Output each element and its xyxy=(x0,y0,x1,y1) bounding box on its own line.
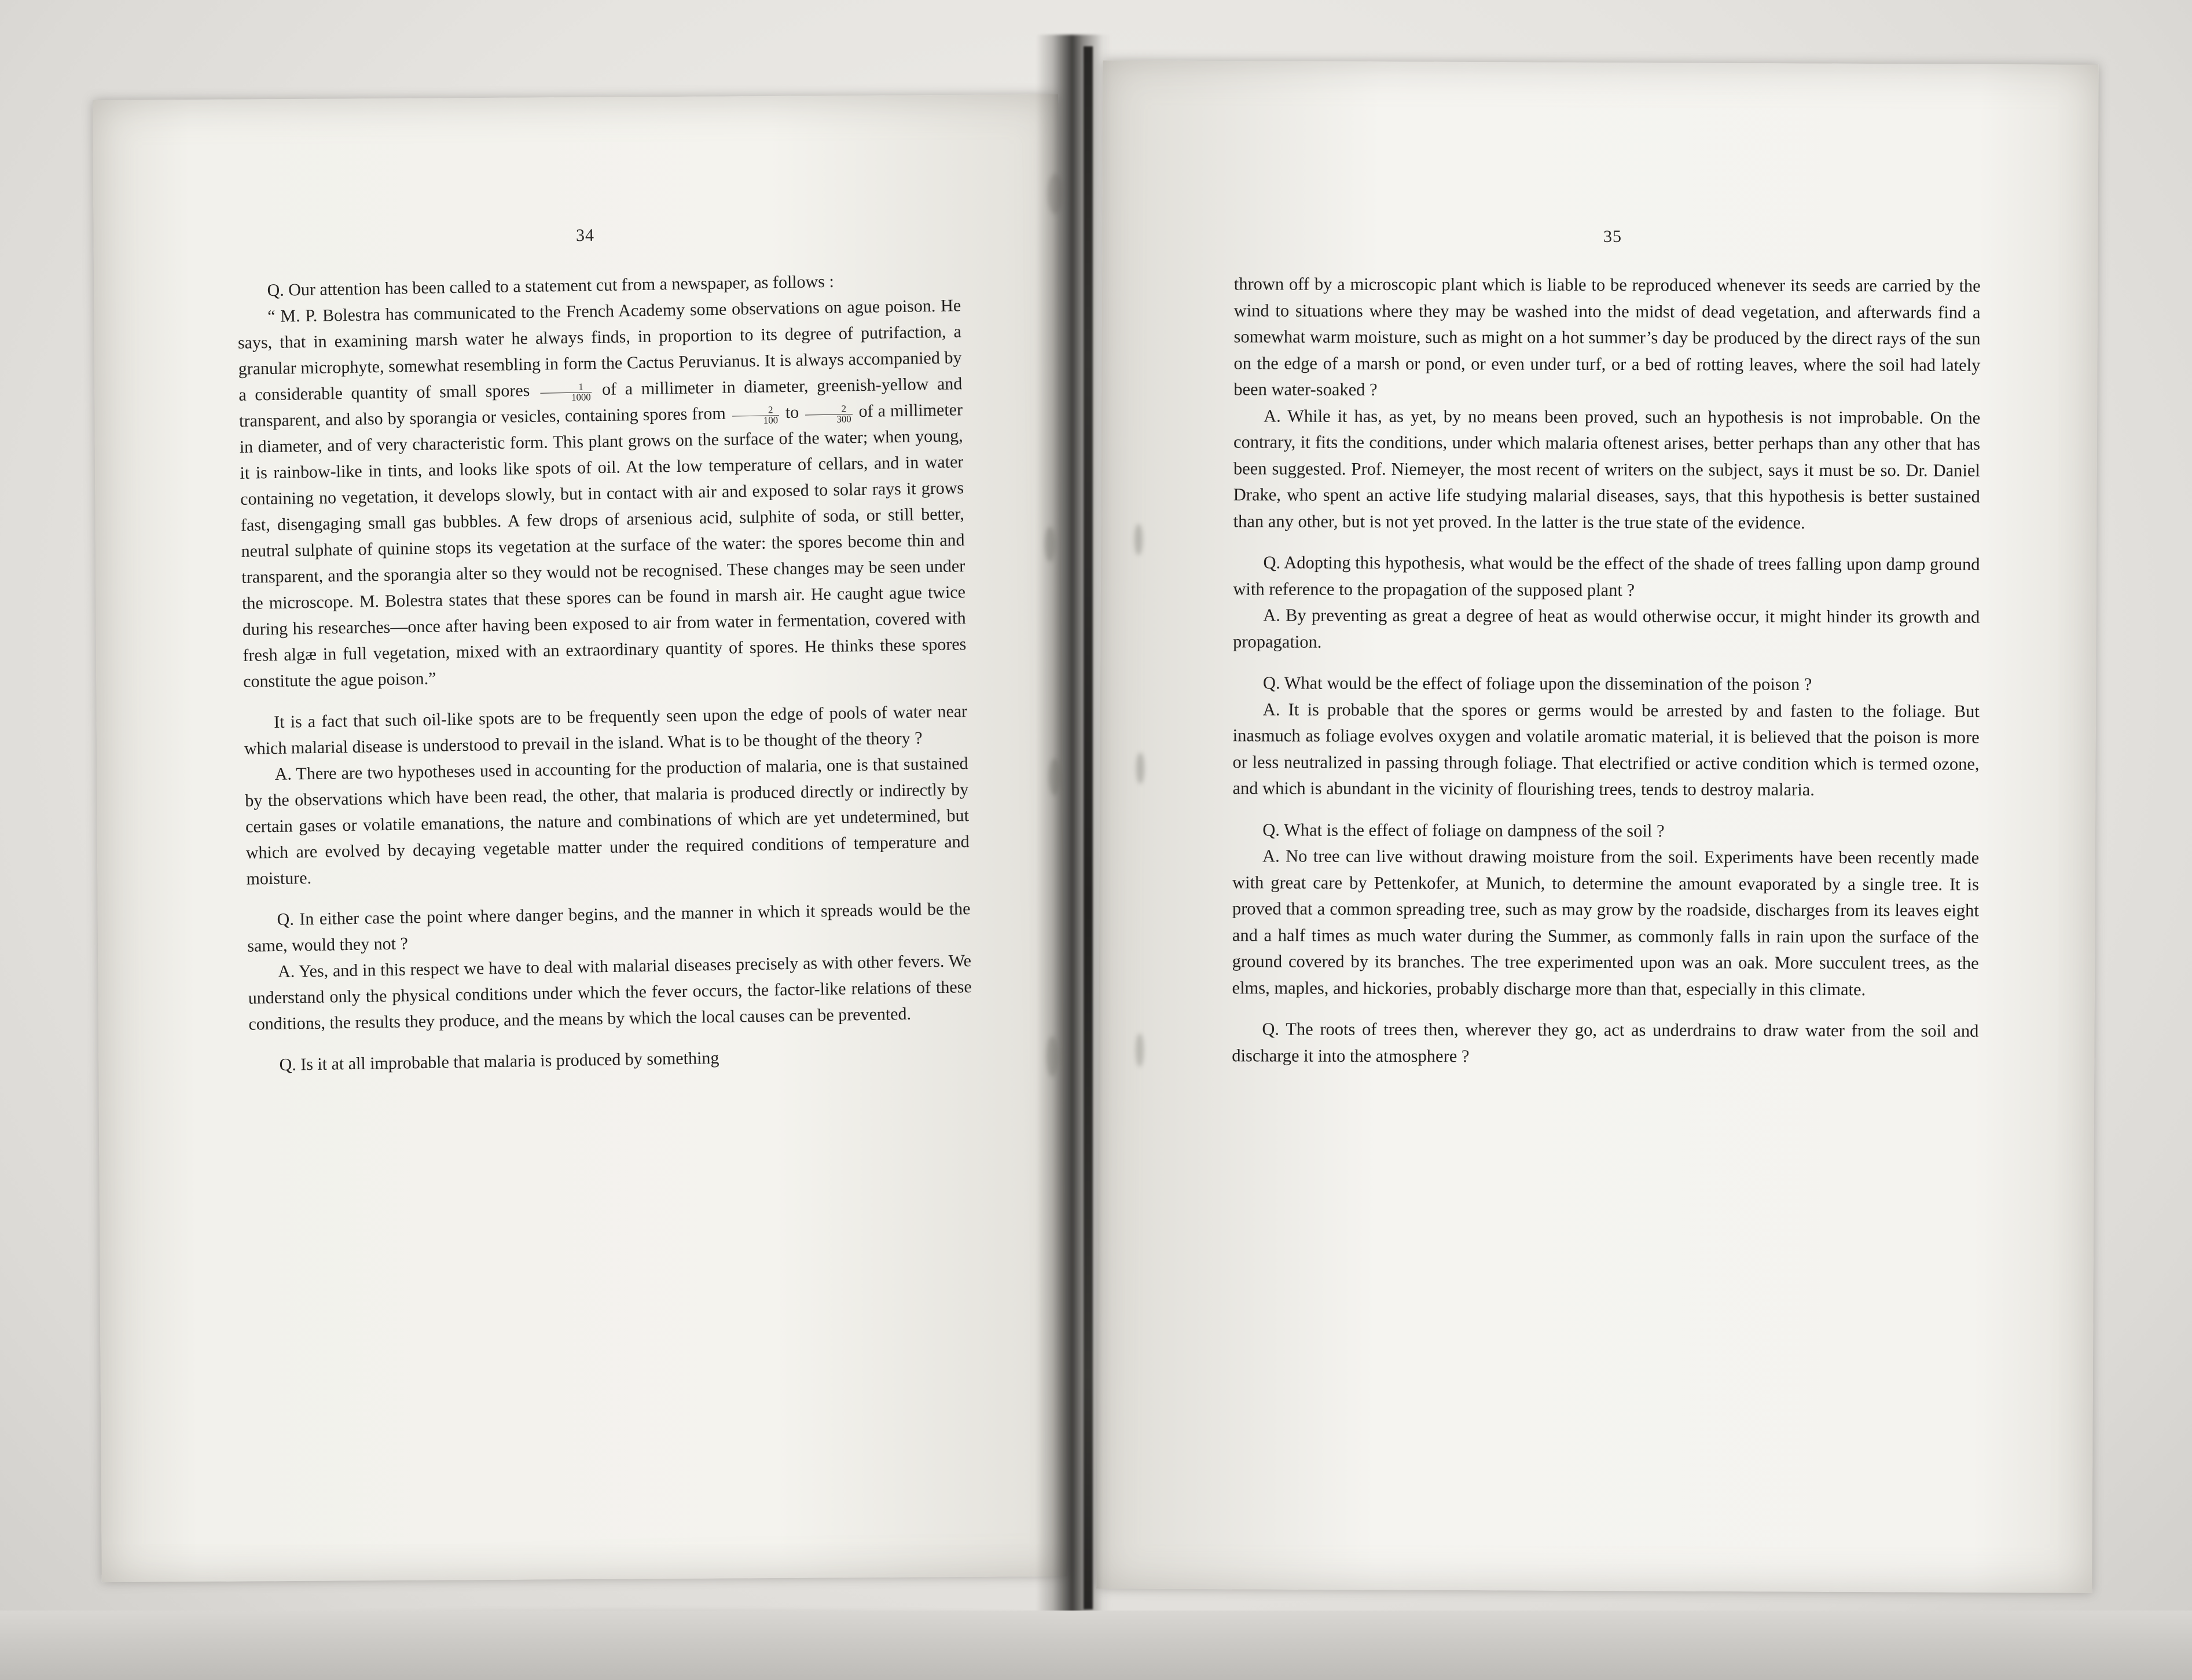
fraction: $\frac{1}{1000}$ xyxy=(540,383,592,404)
paragraph: A. There are two hypotheses used in accounting for the production of malaria, one is that sustained by the observations which have been read, the other, that malaria is produced directly or indirectly by certain gases or volatile emanations, the nature and combinations of which are yet undetermined, but which are evolved by decaying vegetable matter under the required conditions of temperature and moisture. xyxy=(245,754,970,889)
right-page-text-column xyxy=(1232,271,1981,1070)
page-number-right: 35 xyxy=(1603,227,1622,246)
paragraph: Q. Is it at all improbable that malaria is produced by something xyxy=(279,1048,719,1074)
paragraph: Q. The roots of trees then, wherever they go, act as underdrains to draw water from the soil and discharge it into the atmosphere ? xyxy=(1232,1019,1979,1066)
paragraph: Q. Adopting this hypothesis, what would be the effect of the shade of trees falling upon damp ground with reference to the propagation of the supposed plant ? xyxy=(1233,552,1980,600)
paragraph: A. No tree can live without drawing moisture from the soil. Experiments have been recently made with great care by Pettenkofer, at Munich, to determine the amount evaporated by a single tree. It is proved that a common spreading tree, such as may grow by the roadside, discharges from its leaves eight and a half times as much water during the Summer, as commonly falls in rain upon the surface of the ground covered by its branches. The tree experimented upon was an oak. More succulent trees, as the elms, maples, and hickories, probably discharge more than that, especially in this climate. xyxy=(1232,846,1980,999)
paragraph: It is a fact that such oil-like spots are to be frequently seen upon the edge of pools of water near which malarial disease is understood to prevail in the island. What is to be thought of the theory ? xyxy=(244,702,968,758)
paragraph: “ M. P. Bolestra has communicated to the French Academy some observations on ague poison. He says, that in examining marsh water he always finds, in proportion to its degree of putrifaction, a granular microphyte, somewhat resembling in form the Cactus Peruvianus. It is always accompanied by a considerable quantity of small spores $\frac{1}{1000}$ of a millimeter in diameter, greenish-yellow and transparent, and also by sporangia or vesicles, containing spores from $\frac{2}{100}$ to $\frac{2}{300}$ of a millimeter in diameter, and of very characteristic form. This plant grows on the surface of the water; when young, it is rainbow-like in tints, and looks like spots of oil. At the low temperature of cellars, and in water containing no vegetation, it develops slowly, but in contact with air and exposed to solar rays it grows fast, disengaging small gas bubbles. A few drops of arsenious acid, sulphite of soda, or still better, neutral sulphate of quinine stops its vegetation at the surface of the water: the spores become thin and transparent, and the sporangia alter so they would not be recognised. These changes may be seen under the microscope. M. Bolestra states that these spores can be found in marsh air. He caught ague twice during his researches—once after having been exposed to air from water in fermentation, covered with fresh algæ in full vegetation, mixed with an extraordinary quantity of spores. He thinks these spores constitute the ague poison.” xyxy=(237,296,967,691)
paragraph: A. While it has, as yet, by no means been proved, such an hypothesis is not improbable. On the contrary, it fits the conditions, under which malaria oftenest arises, better perhaps than any other that has been suggested. Prof. Niemeyer, the most recent of writers on the subject, says it must be so. Dr. Daniel Drake, who spent an active life studying malarial diseases, says, that this hypothesis is better sustained than any other, but is not yet proved. In the latter is the true state of the evidence. xyxy=(1233,405,1981,533)
paragraph: Q. What is the effect of foliage on dampness of the soil ? xyxy=(1262,819,1665,841)
left-page-text-column xyxy=(237,266,973,1079)
paragraph: A. It is probable that the spores or germs would be arrested by and fasten to the foliage. But inasmuch as foliage evolves oxygen and volatile aromatic material, it is believed that the poison is more or less neutralized in passing through foliage. That electrified or active condition which is termed ozone, and which is abundant in the vicinity of flourishing trees, tends to destroy malaria. xyxy=(1232,699,1980,799)
paragraph: Q. Our attention has been called to a statement cut from a newspaper, as follows : xyxy=(267,272,835,300)
paragraph: A. Yes, and in this respect we have to deal with malarial diseases precisely as with other fevers. We understand only the physical conditions under which the fever occurs, the factor-like relations of these conditions, the results they produce, and the means by which the local causes can be prevented. xyxy=(248,951,972,1034)
fraction: $\frac{2}{100}$ xyxy=(732,406,780,427)
book-binding xyxy=(1084,46,1093,1609)
paragraph: A. By preventing as great a degree of heat as would otherwise occur, it might hinder its growth and propagation. xyxy=(1233,605,1980,652)
paragraph: Q. In either case the point where danger begins, and the manner in which it spreads would be the same, would they not ? xyxy=(247,899,971,956)
page-number-left: 34 xyxy=(575,225,595,245)
fraction: $\frac{2}{300}$ xyxy=(805,405,853,425)
table-surface xyxy=(0,1611,2192,1680)
book-gutter-shadow xyxy=(1036,35,1111,1633)
paragraph: Q. What would be the effect of foliage upon the dissemination of the poison ? xyxy=(1262,673,1812,694)
paragraph: thrown off by a microscopic plant which is liable to be reproduced whenever its seeds are carried by the wind to situations where they may be washed into the midst of dead vegetation, and afterwards find a somewhat warm moisture, such as might on a hot summer’s day be produced by the direct rays of the sun on the edge of a marsh or pond, or even under turf, or a bed of rotting leaves, where the soil had lately been water-soaked ? xyxy=(1233,274,1981,399)
